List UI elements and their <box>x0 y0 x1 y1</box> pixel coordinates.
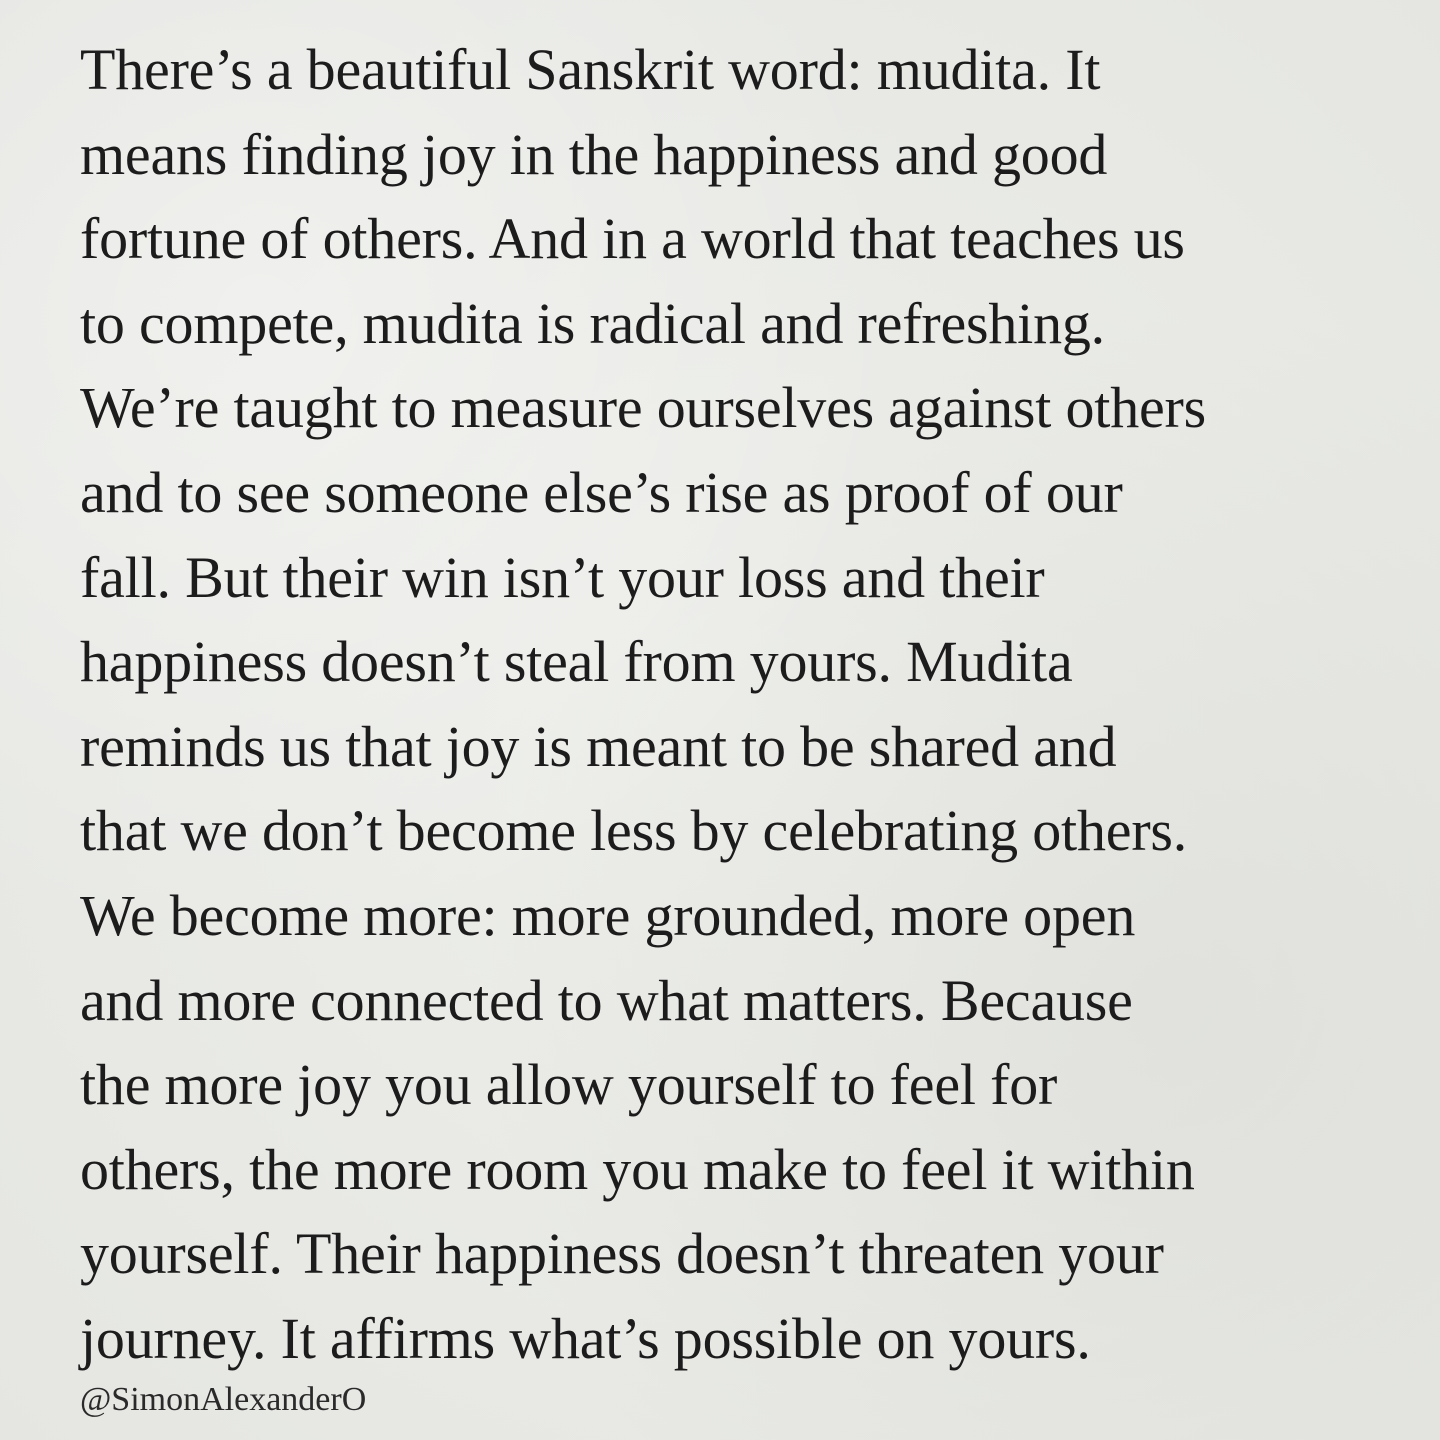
passage-line: the more joy you allow yourself to feel for <box>80 1052 1058 1118</box>
passage-line: We become more: more grounded, more open <box>80 882 1136 948</box>
passage-line: fall. But their win isn’t your loss and their <box>80 544 1045 610</box>
passage-line: and more connected to what matters. Because <box>80 967 1133 1033</box>
passage-line: happiness doesn’t steal from yours. Mudita <box>80 629 1073 695</box>
passage-line: journey. It affirms what’s possible on yours. <box>80 1305 1091 1371</box>
passage-line: others, the more room you make to feel it within <box>80 1136 1195 1202</box>
passage-line: There’s a beautiful Sanskrit word: mudita. It <box>80 37 1101 102</box>
passage-line: and to see someone else’s rise as proof of our <box>80 459 1123 525</box>
passage-line: reminds us that joy is meant to be shared and <box>80 713 1117 779</box>
passage-line: We’re taught to measure ourselves against others <box>80 375 1207 441</box>
passage-line: means finding joy in the happiness and good <box>80 121 1108 187</box>
passage-line: to compete, mudita is radical and refreshing. <box>80 290 1105 356</box>
passage-line: that we don’t become less by celebrating others. <box>80 798 1188 864</box>
author-handle: @SimonAlexanderO <box>80 1381 367 1418</box>
quote-passage <box>80 28 1400 1382</box>
passage-line: yourself. Their happiness doesn’t threaten your <box>80 1221 1164 1287</box>
passage-line: fortune of others. And in a world that teaches us <box>80 206 1185 272</box>
